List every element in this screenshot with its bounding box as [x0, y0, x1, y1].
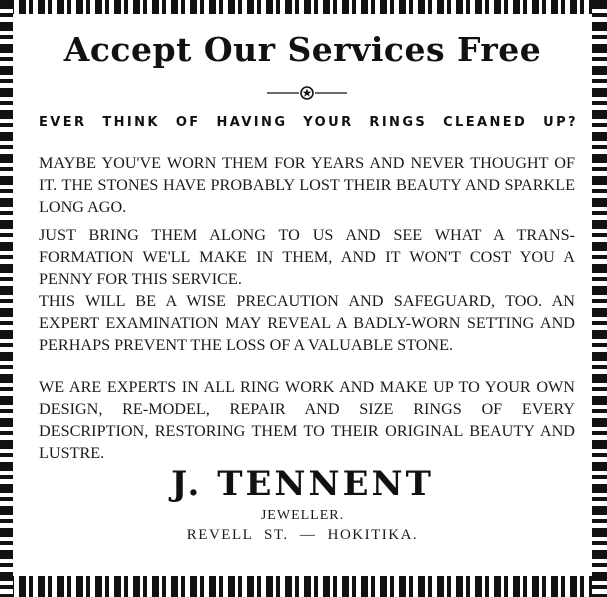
paragraph-2: JUST BRING THEM ALONG TO US AND SEE WHAT A TRANS-FORMATION WE'LL MAKE IN THEM, AND IT WON'T COST YOU A PENNY FOR THIS SERVICE. [39, 226, 575, 288]
dashed-border-bottom [0, 576, 607, 597]
dashed-border-right [592, 0, 607, 597]
dashed-border-top [0, 0, 607, 14]
advertisement [13, 14, 592, 576]
dashed-border-left [0, 0, 13, 597]
paragraph-1: MAYBE YOU'VE WORN THEM FOR YEARS AND NEVER THOUGHT OF IT. THE STONES HAVE PROBABLY LOST THEIR BEAUTY AND SPARKLE LONG AGO. [39, 154, 575, 216]
paragraph-4: WE ARE EXPERTS IN ALL RING WORK AND MAKE UP TO YOUR OWN DESIGN, RE-MODEL, REPAIR AND SIZE RINGS OF EVERY DESCRIPTION, RESTORING THEM TO THEIR ORIGINAL BEAUTY AND LUSTRE. [39, 378, 575, 462]
trade-label: JEWELLER. [260, 508, 345, 523]
business-name: J. TENNENT [171, 464, 434, 504]
headline: Accept Our Services Free [63, 30, 542, 69]
address: REVELL ST. — HOKITIKA. [186, 527, 419, 543]
star-divider-icon [267, 86, 347, 100]
paragraph-3: THIS WILL BE A WISE PRECAUTION AND SAFEGUARD, TOO. AN EXPERT EXAMINATION MAY REVEAL A BADLY-WORN SETTING AND PERHAPS PREVENT THE LOSS OF A VALUABLE STONE. [39, 292, 575, 354]
question-line: EVER THINK OF HAVING YOUR RINGS CLEANED UP? [39, 115, 578, 130]
